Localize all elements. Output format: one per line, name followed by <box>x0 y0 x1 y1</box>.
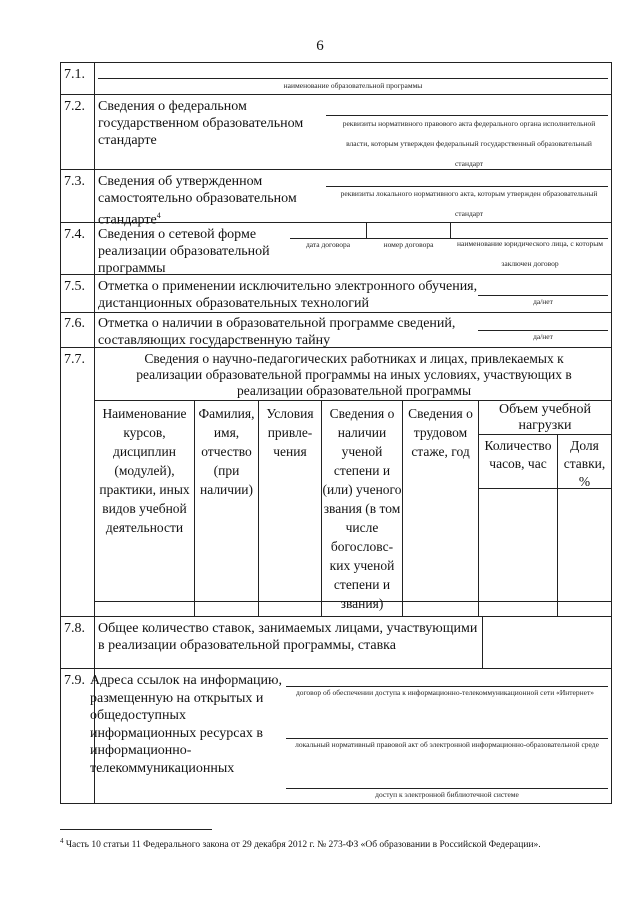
page-number: 6 <box>316 38 324 54</box>
row-separator <box>60 312 612 313</box>
field-hint: договор об обеспечении доступа к информационно-телекоммуникационной сети «Интернет» <box>295 688 595 697</box>
row-label: Сведения о сетевой форме реализации образовательной программы <box>98 227 270 276</box>
row-label <box>98 173 328 229</box>
field-hint: реквизиты нормативного правового акта федерального органа исполнительной власти, которым утвержден федеральный государственный образовательный стандарт <box>342 119 596 168</box>
row-number: 7.2. <box>64 99 85 114</box>
row-label: Адреса ссылок на информацию, размещенную на открытых и общедоступных информационных ресурсах в информационно-телекоммуникационных <box>90 673 282 776</box>
field-hint: да/нет <box>533 332 553 341</box>
col-header-courses: Наименование курсов, дисциплин (модулей), практики, иных видов учебной деятельности <box>99 406 190 535</box>
field-hint: реквизиты локального нормативного акта, которым утвержден образовательный стандарт <box>340 189 598 218</box>
row-label: Отметка о наличии в образовательной программе сведений, составляющих государственную тайну <box>98 316 456 348</box>
table-border-left <box>60 62 61 804</box>
row-number: 7.7. <box>64 352 85 367</box>
footnote-mark: 4 <box>60 837 64 845</box>
staff-col-divider <box>478 400 479 616</box>
field-line <box>478 330 608 331</box>
staff-subheader-line <box>478 434 612 435</box>
staff-table-title: Сведения о научно-педагогических работниках и лицах, привлекаемых к реализации образовательной программы на иных условиях, участвующих в реализации образовательной программы <box>136 351 572 398</box>
footnote-ref: 4 <box>156 211 161 220</box>
col-header-degree: Сведения о наличии ученой степени и (или) ученого звания (в том числе богословс-ких ученой степени и звания) <box>322 406 402 611</box>
field-hint: наименование юридического лица, с которым заключен договор <box>457 239 603 268</box>
field-divider <box>366 222 367 239</box>
row-number: 7.1. <box>64 67 85 82</box>
row-number: 7.5. <box>64 279 85 294</box>
footnote-text: Часть 10 статьи 11 Федерального закона от 29 декабря 2012 г. № 273-ФЗ «Об образовании в Российской Федерации». <box>65 840 541 851</box>
col-header-workload: Объем учебной нагрузки <box>498 402 592 433</box>
field-hint: локальный нормативный правовой акт об электронной информационно-образовательной среде <box>295 740 599 749</box>
table-border-top <box>60 62 612 63</box>
footnote <box>60 835 620 851</box>
row-label: Отметка о применении исключительно электронного обучения, дистанционных образовательных технологий <box>98 279 478 311</box>
table-border-right <box>611 62 612 804</box>
col-header-rate-share: Доля ставки, % <box>563 438 606 489</box>
row-separator <box>60 616 612 617</box>
col-header-experience: Сведения о трудовом стаже, год <box>408 406 473 459</box>
program-name-field-line <box>98 78 608 79</box>
field-divider <box>450 222 451 239</box>
field-hint: дата договора <box>305 240 351 249</box>
row-number: 7.3. <box>64 174 85 189</box>
table-border-bottom <box>60 803 612 804</box>
field-hint: да/нет <box>533 297 553 306</box>
footnote-separator <box>60 829 212 830</box>
row-number: 7.4. <box>64 227 85 242</box>
field-divider <box>482 616 483 668</box>
field-hint: наименование образовательной программы <box>283 81 423 90</box>
row-number: 7.9. <box>64 673 85 688</box>
field-hint: доступ к электронной библиотечной системе <box>375 790 519 799</box>
row-label: Общее количество ставок, занимаемых лицами, участвующими в реализации образовательной программы, ставка <box>98 621 478 653</box>
field-line <box>478 295 608 296</box>
row-number: 7.6. <box>64 316 85 331</box>
row-separator <box>60 668 612 669</box>
row-separator <box>60 94 612 95</box>
field-line <box>286 788 608 789</box>
col-header-name: Фамилия, имя, отчество (при наличии) <box>198 406 255 497</box>
col-header-conditions: Условия привле-чения <box>266 406 314 459</box>
col-header-hours: Количество часов, час <box>484 438 552 471</box>
row-label: Сведения о федеральном государственном образовательном стандарте <box>98 99 304 148</box>
row-label-text: Сведения об утвержденном самостоятельно образовательном стандарте <box>98 174 297 228</box>
row-number: 7.8. <box>64 621 85 636</box>
field-hint: номер договора <box>383 240 434 249</box>
staff-table-top <box>94 400 612 401</box>
